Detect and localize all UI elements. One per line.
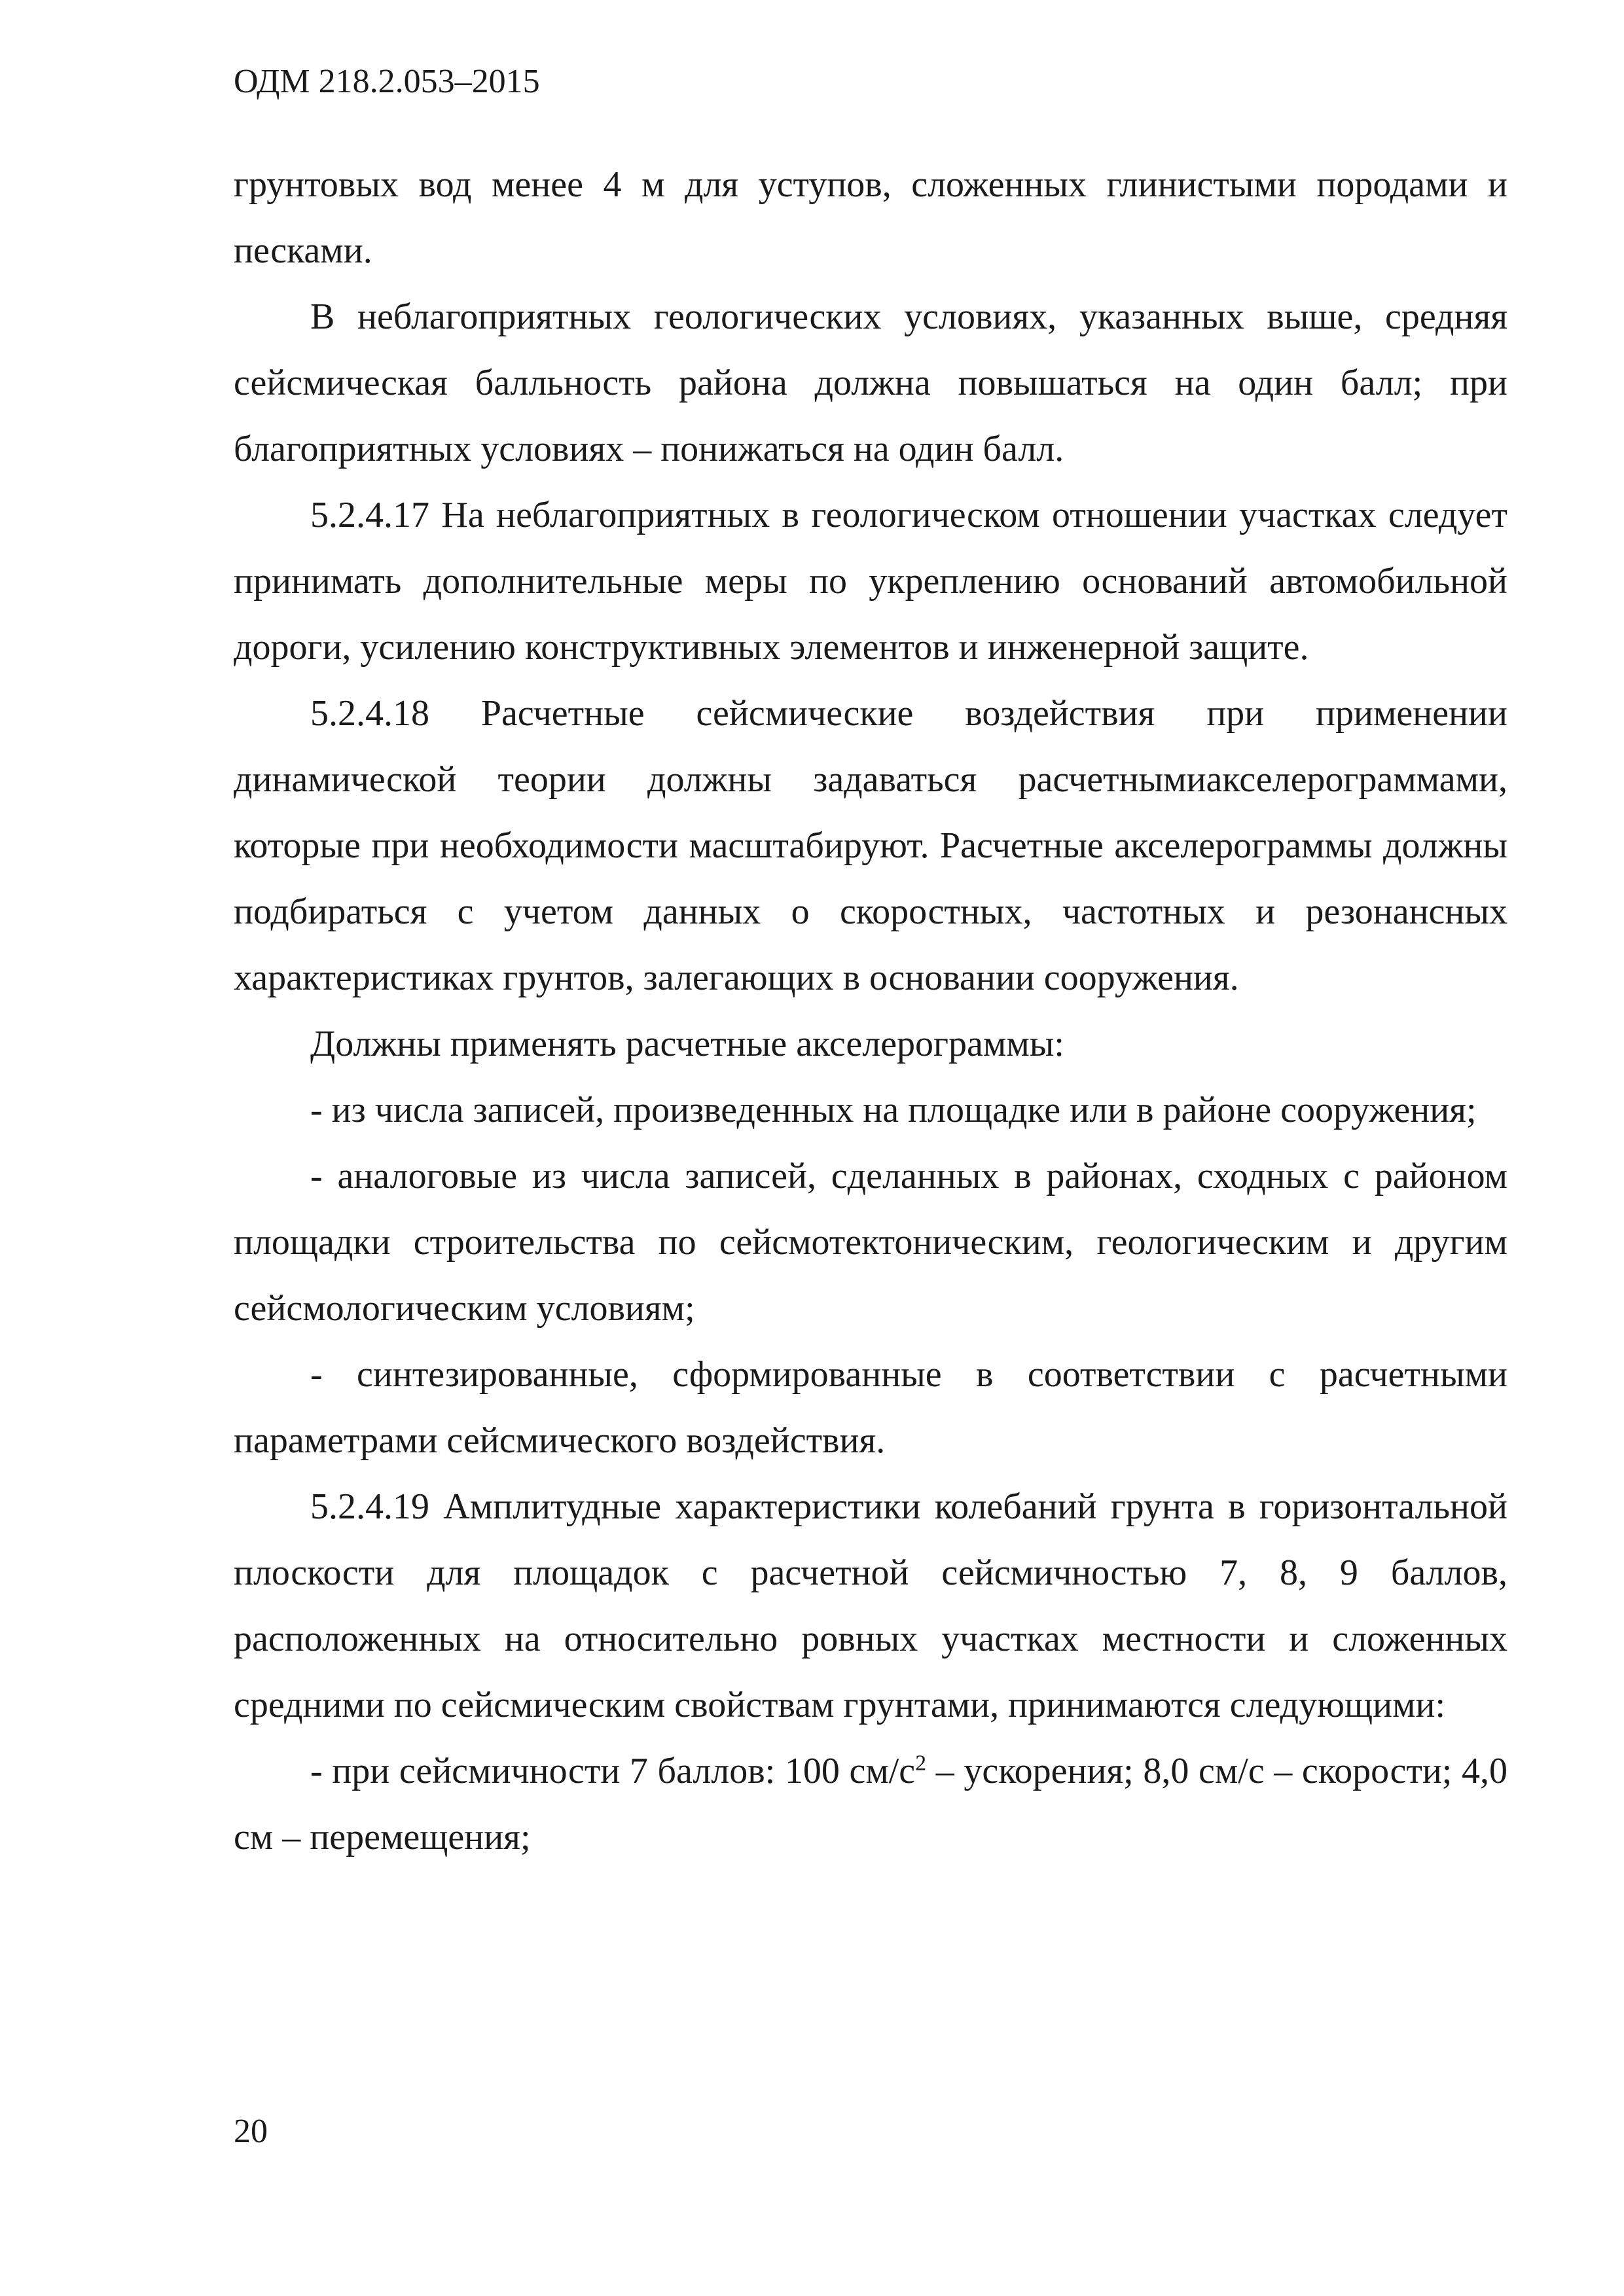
paragraph-seismic-rating: В неблагоприятных геологических условиях, указанных выше, средняя сейсмическая балльность района должна повышаться на один балл; при благоприятных условиях – понижаться на один балл. xyxy=(234,296,1507,469)
paragraph-5-2-4-19: 5.2.4.19 Амплитудные характеристики колебаний грунта в горизонтальной плоскости для площадок с расчетной сейсмичностью 7, 8, 9 баллов, расположенных на относительно ровных участках местности и сложенных средними по сейсмическим свойствам грунтами, принимаются следующими: xyxy=(234,1486,1507,1725)
page-number: 20 xyxy=(234,2113,268,2150)
seismicity-7-text-end: – ускорения; 8,0 см/с – скорости; 4,0 см – перемещения; xyxy=(234,1751,1507,1857)
seismicity-7-text-start: - при сейсмичности 7 баллов: 100 см/с xyxy=(310,1751,916,1791)
superscript-2: 2 xyxy=(915,1751,927,1776)
paragraph-5-2-4-18: 5.2.4.18 Расчетные сейсмические воздействия при применении динамической теории должны задаваться расчетнымиакселерограммами, которые при необходимости масштабируют. Расчетные акселерограммы должны подбираться с учетом данных о скоростных, частотных и резонансных характеристиках грунтов, залегающих в основании сооружения. xyxy=(234,693,1507,998)
list-item-synthesized: - синтезированные, сформированные в соответствии с расчетными параметрами сейсмического воздействия. xyxy=(234,1354,1507,1461)
document-code-header: ОДМ 218.2.053–2015 xyxy=(234,63,540,100)
list-item-analog-records: - аналоговые из числа записей, сделанных в районах, сходных с районом площадки строительства по сейсмотектоническим, геологическим и другим сейсмологическим условиям; xyxy=(234,1156,1507,1329)
list-item-seismicity-7 xyxy=(234,1738,1507,1871)
paragraph-5-2-4-17: 5.2.4.17 На неблагоприятных в геологическом отношении участках следует принимать дополнительные меры по укреплению оснований автомобильной дороги, усилению конструктивных элементов и инженерной защите. xyxy=(234,495,1507,668)
paragraph-accelerograms-intro: Должны применять расчетные акселерограммы: xyxy=(310,1024,1064,1064)
body-text xyxy=(234,152,1507,1871)
paragraph-groundwater: грунтовых вод менее 4 м для уступов, сложенных глинистыми породами и песками. xyxy=(234,164,1507,271)
list-item-site-records: - из числа записей, произведенных на площадке или в районе сооружения; xyxy=(310,1090,1477,1130)
